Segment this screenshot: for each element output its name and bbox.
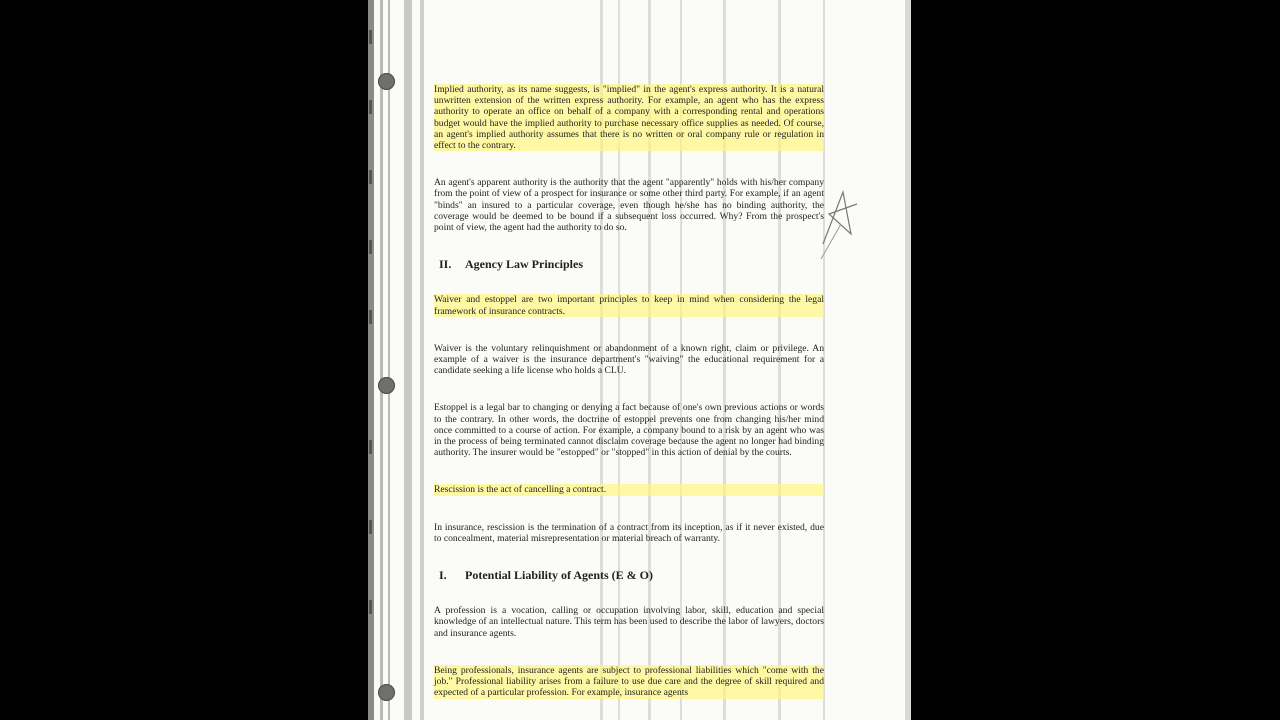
- page-fold-line: [404, 0, 412, 720]
- punch-mark: [369, 100, 372, 114]
- punch-mark: [369, 600, 372, 614]
- scanned-page: [368, 0, 911, 720]
- section-title: Agency Law Principles: [465, 257, 583, 272]
- document-body: [434, 84, 824, 720]
- paragraph-rescission-insurance: In insurance, rescission is the termination of a contract from its inception, as if it never existed, due to concealment, material misrepresentation or material breach of warranty.: [434, 521, 824, 544]
- paragraph-estoppel: Estoppel is a legal bar to changing or denying a fact because of one's own previous actions or words to the contrary. In other words, the doctrine of estoppel prevents one from changing his/her mind once committed to a course of action. For example, a company bound to a risk by an agent who was in the process of being terminated cannot disclaim coverage because the agent no longer had binding authority. The insurer would be "estopped" or "stopped" in this action of denial by the courts.: [434, 402, 824, 459]
- paragraph-professional-liability: Being professionals, insurance agents are subject to professional liabilities which "come with the job." Professional liability arises from a failure to use due care and the degree of skill required and expected of a particular profession. For example, insurance agents: [434, 664, 824, 699]
- paragraph-rescission: Rescission is the act of cancelling a contract.: [434, 484, 824, 495]
- binder-hole: [378, 684, 395, 701]
- page-right-edge: [905, 0, 911, 720]
- page-fold-line: [388, 0, 390, 720]
- binder-hole: [378, 73, 395, 90]
- section-title: Potential Liability of Agents (E & O): [465, 568, 653, 583]
- section-number: I.: [439, 568, 447, 583]
- punch-mark: [369, 30, 372, 44]
- punch-mark: [369, 170, 372, 184]
- paragraph-waiver-estoppel: Waiver and estoppel are two important principles to keep in mind when considering the legal framework of insurance contracts.: [434, 294, 824, 317]
- paragraph-profession: A profession is a vocation, calling or occupation involving labor, skill, education and special knowledge of an intellectual nature. This term has been used to describe the labor of lawyers, doctors and insurance agents.: [434, 605, 824, 639]
- paragraph-implied-authority: Implied authority, as its name suggests, is "implied" in the agent's express authority. It is a natural unwritten extension of the written express authority. For example, an agent who has the express authority to operate an office on behalf of a company with a corresponding rental and operations budget would have the implied authority to purchase necessary office supplies as needed. Of course, an agent's implied authority assumes that there is no written or oral company rule or regulation in effect to the contrary.: [434, 84, 824, 152]
- punch-mark: [369, 310, 372, 324]
- punch-mark: [369, 440, 372, 454]
- page-fold-line: [420, 0, 424, 720]
- paragraph-apparent-authority: An agent's apparent authority is the authority that the agent "apparently" holds with his/her company from the point of view of a prospect for insurance or some other third party. For example, if an agent "binds" an insured to a particular coverage, even though he/she has no binding authority, the coverage would be deemed to be bound if a subsequent loss occurred. Why? From the prospect's point of view, the agent had the authority to do so.: [434, 177, 824, 234]
- page-fold-line: [380, 0, 383, 720]
- handwritten-mark: [813, 184, 863, 264]
- section-heading: [434, 570, 824, 581]
- section-number: II.: [439, 257, 452, 272]
- paragraph-waiver: Waiver is the voluntary relinquishment or abandonment of a known right, claim or privilege. An example of a waiver is the insurance department's "waiving" the educational requirement for a candidate seeking a life license who holds a CLU.: [434, 342, 824, 377]
- section-heading: [434, 259, 824, 270]
- binder-hole: [378, 377, 395, 394]
- punch-mark: [369, 520, 372, 534]
- punch-mark: [369, 240, 372, 254]
